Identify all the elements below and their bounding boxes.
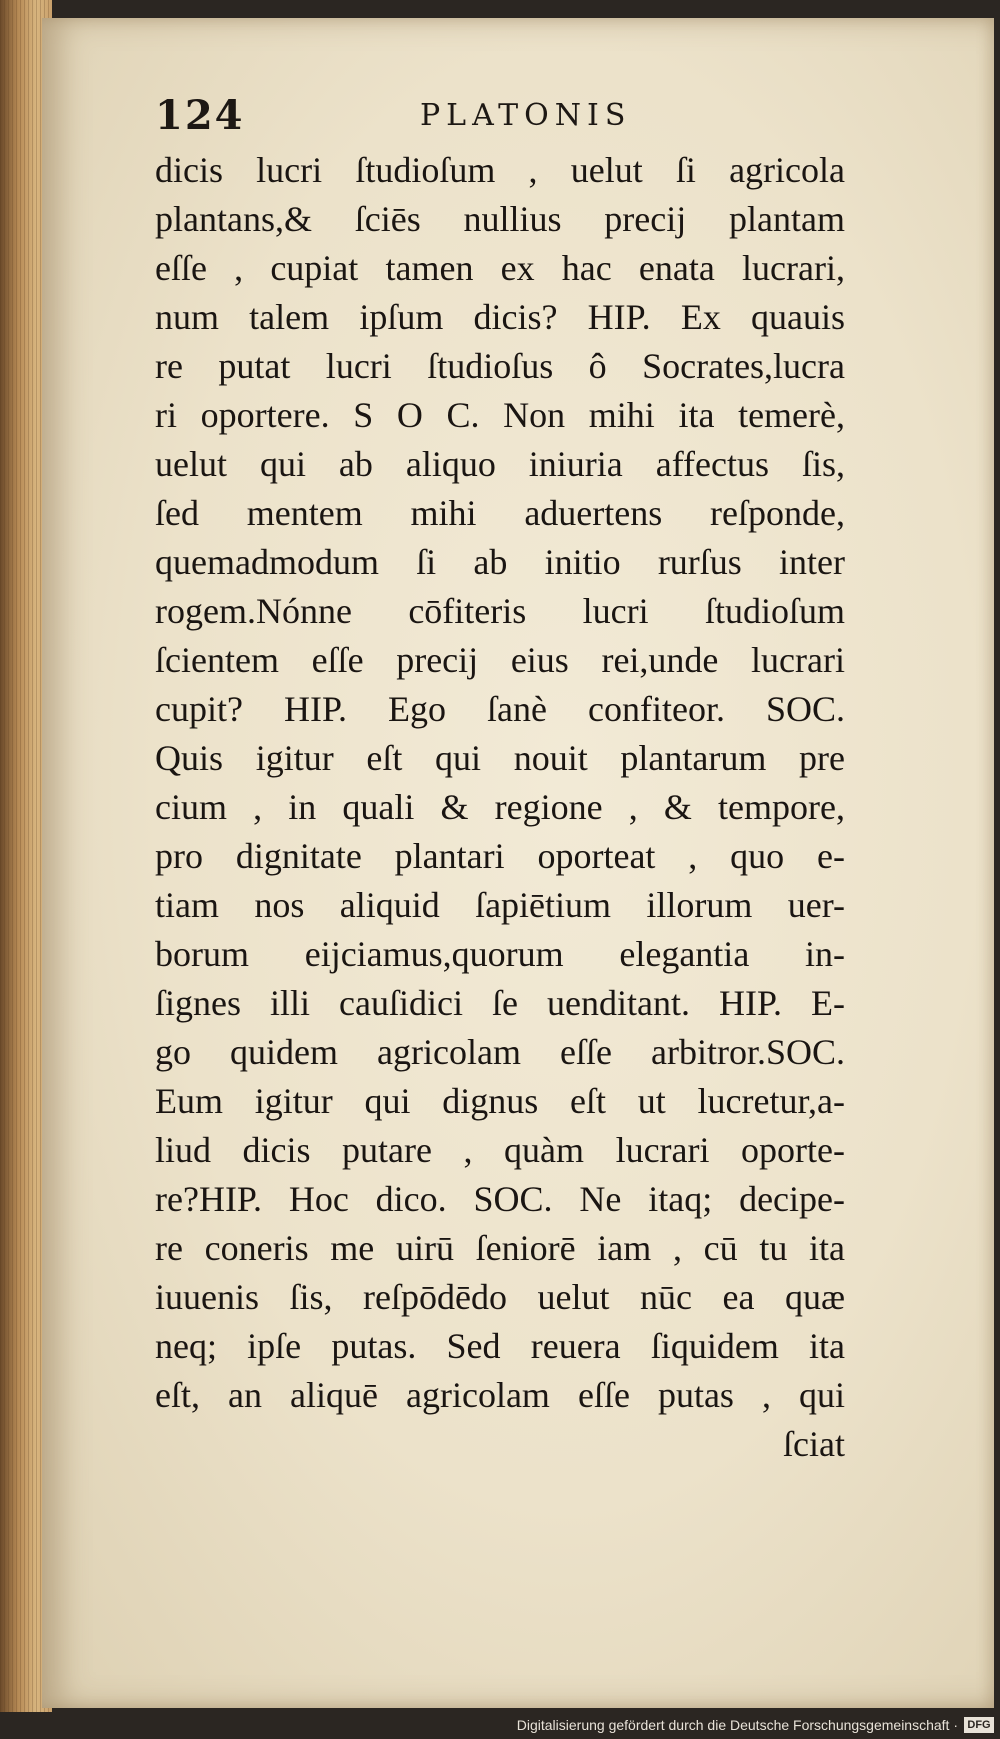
page-number: 124: [155, 92, 245, 139]
text-line: cium , in quali & regione , & tempore,: [155, 787, 845, 827]
text-line: re coneris me uirū ſeniorē iam , cū tu ita: [155, 1228, 845, 1268]
text-line: ſignes illi cauſidici ſe uenditant. HIP. E-: [155, 983, 845, 1023]
text-line: pro dignitate plantari oporteat , quo e-: [155, 836, 845, 876]
running-head: PLATONIS: [420, 98, 632, 133]
dfg-logo-icon: DFG: [964, 1717, 994, 1733]
body-text: [155, 146, 845, 1469]
text-line: cupit? HIP. Ego ſanè confiteor. SOC.: [155, 689, 845, 729]
text-line: uelut qui ab aliquo iniuria affectus ſis,: [155, 444, 845, 484]
page-header: [155, 92, 715, 142]
text-line: eſſe , cupiat tamen ex hac enata lucrari,: [155, 248, 845, 288]
text-line: ri oportere. S O C. Non mihi ita temerè,: [155, 395, 845, 435]
text-line: Quis igitur eſt qui nouit plantarum pre: [155, 738, 845, 778]
text-line: neq; ipſe putas. Sed reuera ſiquidem ita: [155, 1326, 845, 1366]
text-line: re?HIP. Hoc dico. SOC. Ne itaq; decipe-: [155, 1179, 845, 1219]
text-line: ſed mentem mihi aduertens reſponde,: [155, 493, 845, 533]
digitization-footer: [0, 1712, 1000, 1739]
text-line: liud dicis putare , quàm lucrari oporte-: [155, 1130, 845, 1170]
text-line: go quidem agricolam eſſe arbitror.SOC.: [155, 1032, 845, 1072]
text-line: quemadmodum ſi ab initio rurſus inter: [155, 542, 845, 582]
text-line: re putat lucri ſtudioſus ô Socrates,lucra: [155, 346, 845, 386]
text-line: num talem ipſum dicis? HIP. Ex quauis: [155, 297, 845, 337]
text-line: plantans,& ſciēs nullius precij plantam: [155, 199, 845, 239]
text-line: tiam nos aliquid ſapiētium illorum uer-: [155, 885, 845, 925]
funding-credit: Digitalisierung gefördert durch die Deutsche Forschungsgemeinschaft ·: [516, 1717, 958, 1733]
text-line: eſt, an aliquē agricolam eſſe putas , qui: [155, 1375, 845, 1415]
text-line: rogem.Nónne cōfiteris lucri ſtudioſum: [155, 591, 845, 631]
text-line: borum eijciamus,quorum elegantia in-: [155, 934, 845, 974]
text-line: Eum igitur qui dignus eſt ut lucretur,a-: [155, 1081, 845, 1121]
text-line: dicis lucri ſtudioſum , uelut ſi agricola: [155, 150, 845, 190]
text-line: iuuenis ſis, reſpōdēdo uelut nūc ea quæ: [155, 1277, 845, 1317]
text-line: ſcientem eſſe precij eius rei,unde lucrari: [155, 640, 845, 680]
catchword: ſciat: [783, 1424, 845, 1464]
